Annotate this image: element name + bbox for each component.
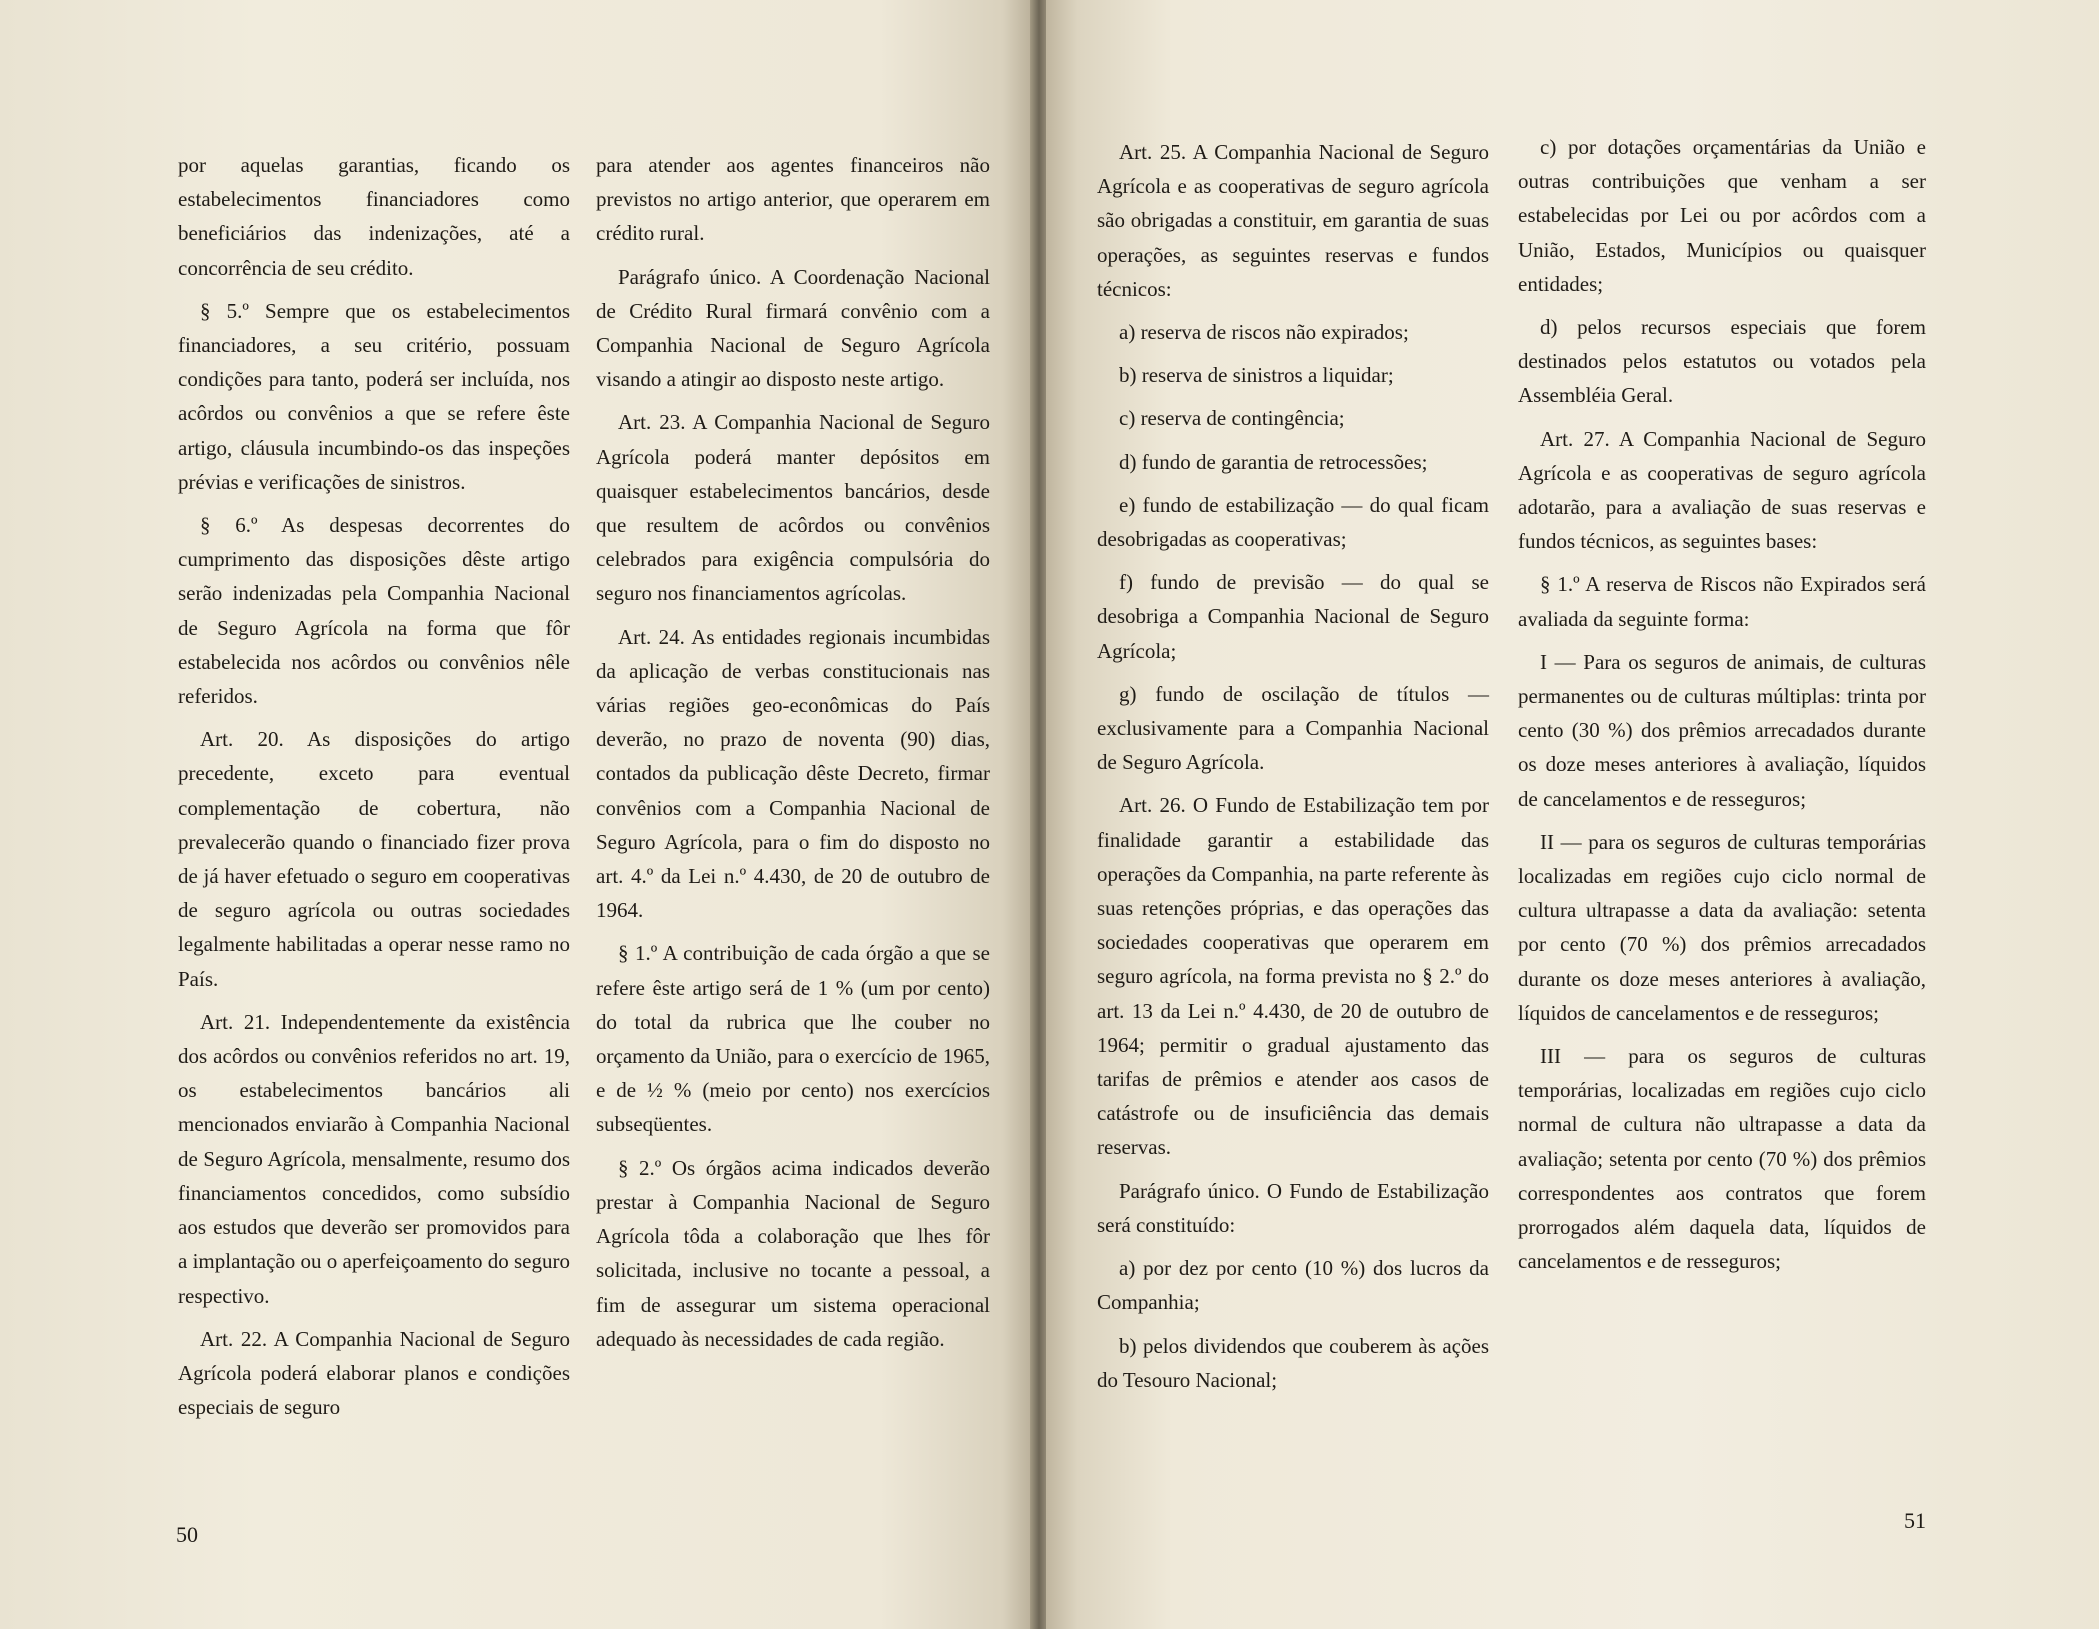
list-item: e) fundo de estabilização — do qual ficam desobrigadas as cooperativas; xyxy=(1097,492,1489,552)
list-item: c) por dotações orçamentárias da União e outras contribuições que venham a ser estabelecidas por Lei ou por acôrdos com a União, Estados, Municípios ou quaisquer entidades; xyxy=(1518,135,1926,296)
list-item: b) pelos dividendos que couberem às ações do Tesouro Nacional; xyxy=(1097,1333,1489,1392)
paragraph: § 1.º A reserva de Riscos não Expirados será avaliada da seguinte forma: xyxy=(1518,572,1926,631)
paragraph: § 1.º A contribuição de cada órgão a que se refere êste artigo será de 1 % (um por cento) do total da rubrica que lhe couber no orçamento da União, para o exercício de 1965, e de ½ % (meio por cento) nos exercícios subseqüentes. xyxy=(596,941,990,1137)
paragraph: Art. 20. As disposições do artigo precedente, exceto para eventual complementação de cobertura, não prevalecerão quando o financiado fizer prova de já haver efetuado o seguro em cooperativas de seguro agrícola ou outras sociedades legalmente habilitadas a operar nesse ramo no País. xyxy=(178,727,570,991)
paragraph: II — para os seguros de culturas temporárias localizadas em regiões cujo ciclo normal de cultura ultrapasse a data da avaliação: setenta por cento (70 %) dos prêmios arrecadados durante os doze meses anteriores à avaliação, líquidos de cancelamentos e de resseguros; xyxy=(1518,829,1926,1025)
list-item: d) pelos recursos especiais que forem destinados pelos estatutos ou votados pela Assembléia Geral. xyxy=(1518,315,1926,408)
right-page-column-1 xyxy=(1097,135,1489,1406)
paragraph: por aquelas garantias, ficando os estabelecimentos financiadores como beneficiários das indenizações, até a concorrência de seu crédito. xyxy=(178,153,570,280)
paragraph: para atender aos agentes financeiros não previstos no artigo anterior, que operarem em crédito rural. xyxy=(596,153,990,246)
paragraph: Art. 23. A Companhia Nacional de Seguro Agrícola poderá manter depósitos em quaisquer estabelecimentos bancários, desde que resultem de acôrdos ou convênios celebrados para exigência compulsória do seguro nos financiamentos agrícolas. xyxy=(596,410,990,606)
paragraph: I — Para os seguros de animais, de culturas permanentes ou de culturas múltiplas: trinta por cento (30 %) dos prêmios arrecadados durante os doze meses anteriores à avaliação, líquidos de cancelamentos e de resseguros; xyxy=(1518,649,1926,811)
page-number: 51 xyxy=(1904,1508,1926,1533)
paragraph: III — para os seguros de culturas temporárias, localizadas em regiões cujo ciclo normal de cultura não ultrapasse a data da avaliação; setenta por cento (70 %) dos prêmios correspondentes aos contratos que forem prorrogados além daquela data, líquidos de cancelamentos e de resseguros; xyxy=(1518,1044,1926,1274)
left-page-column-1 xyxy=(178,148,570,1433)
paragraph: Art. 21. Independentemente da existência dos acôrdos ou convênios referidos no art. 19, os estabelecimentos bancários ali mencionados enviarão à Companhia Nacional de Seguro Agrícola, mensalmente, resumo dos financiamentos concedidos, como subsídio aos estudos que deverão ser promovidos para a implantação ou o aperfeiçoamento do seguro respectivo. xyxy=(178,1009,570,1308)
paragraph: Parágrafo único. A Coordenação Nacional de Crédito Rural firmará convênio com a Companhia Nacional de Seguro Agrícola visando a atingir ao disposto neste artigo. xyxy=(596,264,990,392)
paragraph: Art. 24. As entidades regionais incumbidas da aplicação de verbas constitucionais nas várias regiões geo-econômicas do País deverão, no prazo de noventa (90) dias, contados da publicação dêste Decreto, firmar convênios com a Companhia Nacional de Seguro Agrícola, para o fim do disposto no art. 4.º da Lei n.º 4.430, de 20 de outubro de 1964. xyxy=(596,624,990,923)
left-page-column-2 xyxy=(596,148,990,1365)
paragraph: § 2.º Os órgãos acima indicados deverão prestar à Companhia Nacional de Seguro Agrícola tôda a colaboração que lhes fôr solicitada, inclusive no tocante a pessoal, a fim de assegurar um sistema operacional adequado às necessidades de cada região. xyxy=(596,1155,990,1351)
list-item: d) fundo de garantia de retrocessões; xyxy=(1119,449,1428,474)
paragraph: Art. 25. A Companhia Nacional de Seguro Agrícola e as cooperativas de seguro agrícola são obrigadas a constituir, em garantia de suas operações, as seguintes reservas e fundos técnicos: xyxy=(1097,140,1489,301)
paragraph: § 6.º As despesas decorrentes do cumprimento das disposições dêste artigo serão indenizadas pela Companhia Nacional de Seguro Agrícola na forma que fôr estabelecida nos acôrdos ou convênios nêle referidos. xyxy=(178,513,570,709)
left-page xyxy=(0,0,1034,1629)
list-item: a) reserva de riscos não expirados; xyxy=(1119,320,1409,345)
list-item: c) reserva de contingência; xyxy=(1119,406,1345,431)
paragraph: Art. 26. O Fundo de Estabilização tem por finalidade garantir a estabilidade das operações da Companhia, na parte referente às suas retenções próprias, e das operações das sociedades cooperativas que operarem em seguro agrícola, na forma prevista no § 2.º do art. 13 da Lei n.º 4.430, de 20 de outubro de 1964; permitir o gradual ajustamento das tarifas de prêmios e atender aos casos de catástrofe ou de insuficiência das demais reservas. xyxy=(1097,793,1489,1160)
right-page-column-2 xyxy=(1518,130,1926,1288)
page-number: 50 xyxy=(176,1522,198,1547)
list-item: g) fundo de oscilação de títulos — exclusivamente para a Companhia Nacional de Seguro Agrícola. xyxy=(1097,681,1489,775)
list-item: f) fundo de previsão — do qual se desobriga a Companhia Nacional de Seguro Agrícola; xyxy=(1097,570,1489,663)
list-item: b) reserva de sinistros a liquidar; xyxy=(1119,363,1394,388)
paragraph: Parágrafo único. O Fundo de Estabilização será constituído: xyxy=(1097,1178,1489,1237)
paragraph: Art. 27. A Companhia Nacional de Seguro Agrícola e as cooperativas de seguro agrícola adotarão, para a avaliação de suas reservas e fundos técnicos, as seguintes bases: xyxy=(1518,426,1926,554)
list-item: a) por dez por cento (10 %) dos lucros da Companhia; xyxy=(1097,1256,1489,1315)
paragraph: Art. 22. A Companhia Nacional de Seguro Agrícola poderá elaborar planos e condições especiais de seguro xyxy=(178,1326,570,1420)
paragraph: § 5.º Sempre que os estabelecimentos financiadores, a seu critério, possuam condições para tanto, poderá ser incluída, nos acôrdos ou convênios a que se refere êste artigo, cláusula incumbindo-os das inspeções prévias e verificações de sinistros. xyxy=(178,298,570,494)
